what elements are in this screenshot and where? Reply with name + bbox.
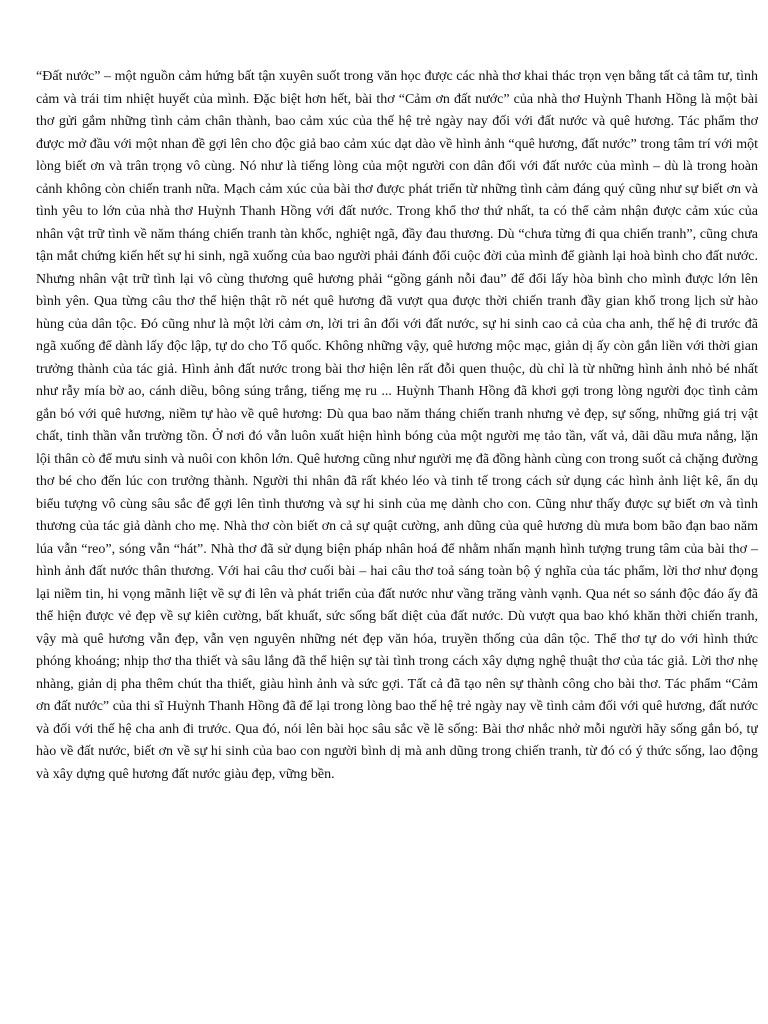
document-page [36,66,758,966]
essay-paragraph: “Đất nước” – một nguồn cảm hứng bất tận xuyên suốt trong văn học được các nhà thơ khai thác trọn vẹn bằng tất cả tâm tư, tình cảm và trái tim nhiệt huyết của mình. Đặc biệt hơn hết, bài thơ “Cảm ơn đất nước” của nhà thơ Huỳnh Thanh Hồng là một bài thơ gửi gắm những tình cảm chân thành, bao cảm xúc của thế hệ trẻ ngày nay đối với đất nước và quê hương. Tác phẩm thơ được mở đầu với một nhan đề gợi lên cho độc giả bao cảm xúc dạt dào về hình ảnh “quê hương, đất nước” trong tâm trí với một lòng biết ơn và trân trọng vô cùng. Nó như là tiếng lòng của một người con dân đối với đất nước của mình – dù là trong hoàn cảnh không còn chiến tranh nữa. Mạch cảm xúc của bài thơ được phát triển từ những tình cảm đáng quý cũng như sự biết ơn và tình yêu to lớn của nhà thơ Huỳnh Thanh Hồng với đất nước. Trong khổ thơ thứ nhất, ta có thể cảm nhận được cảm xúc của nhân vật trữ tình về năm tháng chiến tranh tàn khốc, nghiệt ngã, đầy đau thương. Dù “chưa từng đi qua chiến tranh”, cũng chưa tận mắt chứng kiến hết sự hi sinh, ngã xuống của bao người phải đánh đổi cuộc đời của mình để giành lại hoà bình cho đất nước. Nhưng nhân vật trữ tình lại vô cùng thương quê hương phải “gồng gánh nỗi đau” để đổi lấy hòa bình cho mình được lớn lên bình yên. Qua từng câu thơ thể hiện thật rõ nét quê hương đã vượt qua được thời chiến tranh đầy gian khổ trong lịch sử hào hùng của dân tộc. Đó cũng như là một lời cảm ơn, lời tri ân đối với đất nước, sự hi sinh cao cả của cha anh, thế hệ đi trước đã ngã xuống để dành lấy độc lập, tự do cho Tổ quốc. Không những vậy, quê hương mộc mạc, giản dị ấy còn gắn liền với thời gian trưởng thành của tác giả. Hình ảnh đất nước trong bài thơ hiện lên rất đỗi quen thuộc, dù chỉ là từ những hình ảnh nhỏ bé nhất như rẫy mía bờ ao, cánh diều, bông súng trắng, tiếng mẹ ru ... Huỳnh Thanh Hồng đã khơi gợi trong lòng người đọc tình cảm gắn bó với quê hương, niềm tự hào về quê hương: Dù qua bao năm tháng chiến tranh nhưng vẻ đẹp, sự sống, những giá trị vật chất, tinh thần vẫn trường tồn. Ở nơi đó vẫn luôn xuất hiện hình bóng của một người mẹ tảo tần, vất vả, dãi dầu mưa nắng, lặn lội thân cò để mưu sinh và nuôi con khôn lớn. Quê hương cũng như người mẹ đã đồng hành cùng con trong suốt cả chặng đường thơ bé cho đến lúc con trưởng thành. Người thi nhân đã rất khéo léo và tinh tế trong cách sử dụng các hình ảnh liệt kê, ẩn dụ biểu tượng vô cùng sâu sắc để gợi lên tình thương và sự hi sinh của mẹ dành cho con. Cũng như thấy được sự biết ơn và tình thương của tác giả dành cho mẹ. Nhà thơ còn biết ơn cả sự quật cường, anh dũng của quê hương dù mưa bom bão đạn bao năm lúa vẫn “reo”, sóng vẫn “hát”. Nhà thơ đã sử dụng biện pháp nhân hoá để nhằm nhấn mạnh hình tượng trung tâm của bài thơ – hình ảnh đất nước thân thương. Với hai câu thơ cuối bài – hai câu thơ toả sáng toàn bộ ý nghĩa của tác phẩm, lời thơ như đọng lại niềm tin, hi vọng mãnh liệt về sự đi lên và phát triển của đất nước như vầng trăng vành vạnh. Qua nét so sánh độc đáo ấy đã thể hiện được vẻ đẹp về sự kiên cường, bất khuất, sức sống bất diệt của đất nước. Dù vượt qua bao khó khăn thời chiến tranh, vậy mà quê hương vẫn đẹp, vẫn vẹn nguyên những nét đẹp văn hóa, truyền thống của dân tộc. Thể thơ tự do với hình thức phóng khoáng; nhịp thơ tha thiết và sâu lắng đã thể hiện sự tài tình trong cách xây dựng nghệ thuật thơ của tác giả. Lời thơ nhẹ nhàng, giản dị pha thêm chút tha thiết, giàu hình ảnh và sức gợi. Tất cả đã tạo nên sự thành công cho bài thơ. Tác phẩm “Cảm ơn đất nước” của thi sĩ Huỳnh Thanh Hồng đã để lại trong lòng bao thế hệ trẻ ngày nay về tình cảm đối với quê hương, đất nước và đối với thế hệ cha anh đi trước. Qua đó, nói lên bài học sâu sắc về lẽ sống: Bài thơ nhắc nhở mỗi người hãy sống gắn bó, tự hào về đất nước, biết ơn về sự hi sinh của bao con người bình dị mà anh dũng trong chiến tranh, từ đó có ý thức sống, lao động và xây dựng quê hương đất nước giàu đẹp, vững bền. [36,69,758,782]
